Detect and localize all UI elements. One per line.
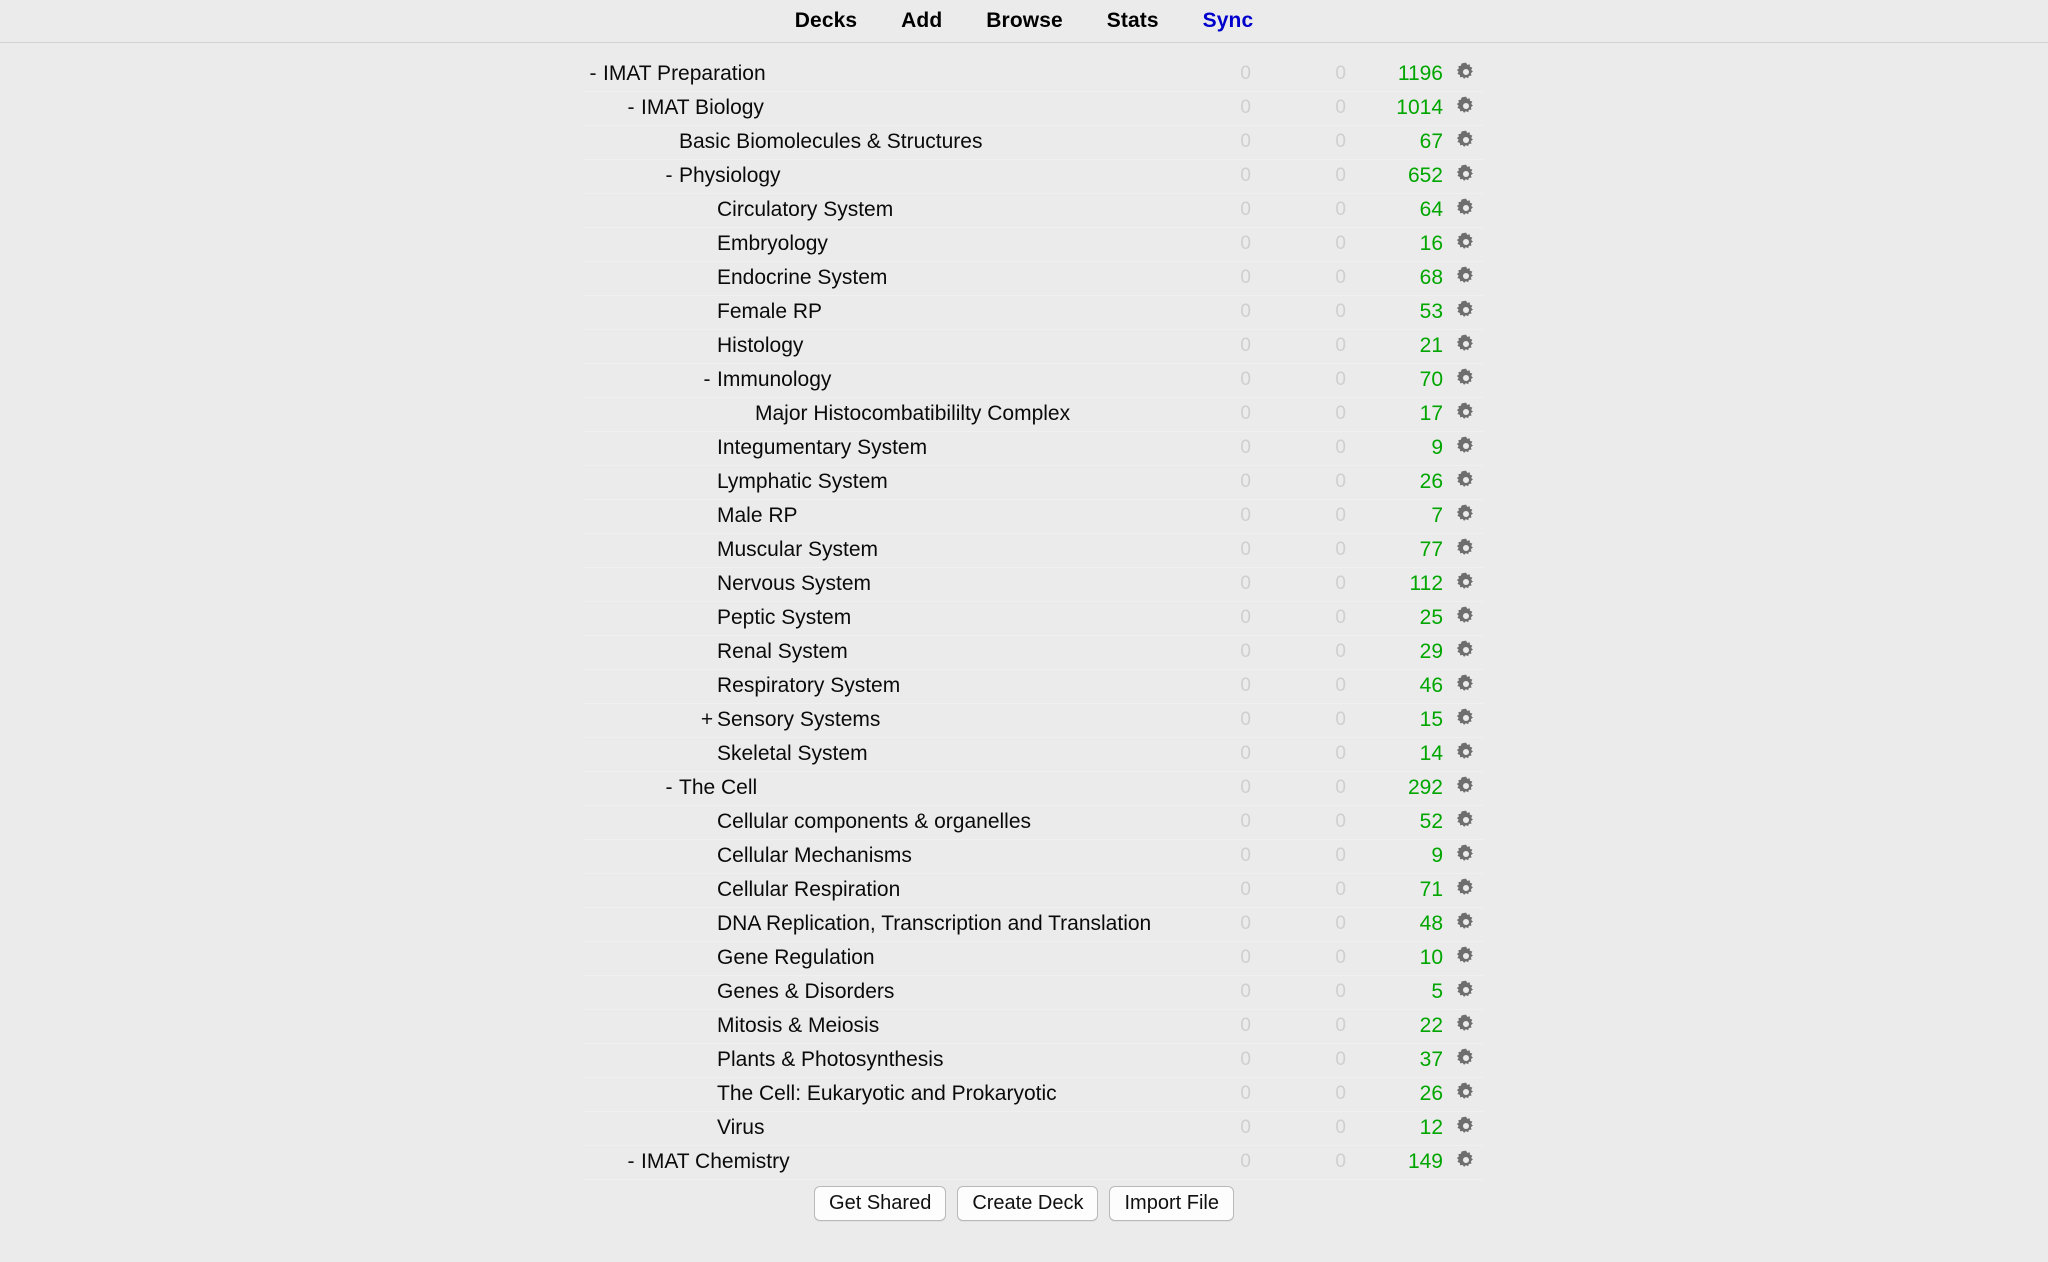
deck-new-count: 0 — [1160, 1111, 1255, 1145]
deck-card-count: 149 — [1350, 1145, 1449, 1179]
deck-due-count: 0 — [1255, 703, 1350, 737]
deck-due-count: 0 — [1255, 465, 1350, 499]
deck-name-cell[interactable] — [583, 873, 1160, 907]
gear-icon[interactable] — [1454, 1080, 1478, 1104]
deck-new-count: 0 — [1160, 839, 1255, 873]
gear-icon[interactable] — [1454, 774, 1478, 798]
deck-name-cell[interactable] — [583, 1111, 1160, 1145]
deck-name-cell[interactable] — [583, 907, 1160, 941]
deck-card-count: 26 — [1350, 465, 1449, 499]
nav-item-sync[interactable]: Sync — [1202, 9, 1254, 32]
deck-name-label[interactable]: Skeletal System — [717, 742, 868, 765]
deck-name-cell[interactable] — [583, 193, 1160, 227]
deck-due-count: 0 — [1255, 737, 1350, 771]
deck-card-count: 77 — [1350, 533, 1449, 567]
deck-due-count: 0 — [1255, 567, 1350, 601]
deck-name-label[interactable]: Male RP — [717, 504, 798, 527]
deck-name-label[interactable]: Peptic System — [717, 606, 852, 629]
deck-card-count: 10 — [1350, 941, 1449, 975]
gear-icon[interactable] — [1454, 128, 1478, 152]
deck-options-cell[interactable] — [1449, 159, 1483, 193]
deck-row[interactable] — [583, 1009, 1483, 1043]
deck-row[interactable] — [583, 329, 1483, 363]
deck-row[interactable] — [583, 261, 1483, 295]
deck-row[interactable] — [583, 499, 1483, 533]
collapse-icon[interactable]: - — [665, 776, 673, 799]
deck-card-count: 52 — [1350, 805, 1449, 839]
deck-row[interactable] — [583, 737, 1483, 771]
deck-name-cell[interactable] — [583, 805, 1160, 839]
deck-name-cell[interactable] — [583, 975, 1160, 1009]
deck-options-cell[interactable] — [1449, 771, 1483, 805]
deck-due-count: 0 — [1255, 329, 1350, 363]
gear-icon[interactable] — [1454, 434, 1478, 458]
gear-icon[interactable] — [1454, 196, 1478, 220]
deck-card-count: 12 — [1350, 1111, 1449, 1145]
gear-icon[interactable] — [1454, 264, 1478, 288]
gear-icon[interactable] — [1454, 536, 1478, 560]
deck-name-label[interactable]: Cellular Mechanisms — [717, 844, 912, 867]
deck-due-count: 0 — [1255, 975, 1350, 1009]
deck-card-count: 70 — [1350, 363, 1449, 397]
deck-options-cell[interactable] — [1449, 703, 1483, 737]
deck-due-count: 0 — [1255, 431, 1350, 465]
deck-options-cell[interactable] — [1449, 363, 1483, 397]
deck-list-area — [0, 43, 2048, 1225]
deck-options-cell[interactable] — [1449, 227, 1483, 261]
deck-name-label[interactable]: Sensory Systems — [717, 708, 881, 731]
deck-card-count: 26 — [1350, 1077, 1449, 1111]
deck-card-count: 37 — [1350, 1043, 1449, 1077]
gear-icon[interactable] — [1454, 808, 1478, 832]
deck-options-cell[interactable] — [1449, 431, 1483, 465]
deck-name-cell[interactable] — [583, 431, 1160, 465]
deck-new-count: 0 — [1160, 227, 1255, 261]
deck-options-cell[interactable] — [1449, 499, 1483, 533]
deck-name-cell[interactable] — [583, 261, 1160, 295]
nav-item-browse[interactable]: Browse — [986, 9, 1063, 32]
gear-icon[interactable] — [1454, 978, 1478, 1002]
deck-new-count: 0 — [1160, 771, 1255, 805]
top-navigation-bar — [0, 0, 2048, 43]
gear-icon[interactable] — [1454, 672, 1478, 696]
deck-new-count: 0 — [1160, 363, 1255, 397]
deck-new-count: 0 — [1160, 295, 1255, 329]
deck-name-label[interactable]: IMAT Chemistry — [641, 1150, 790, 1173]
deck-new-count: 0 — [1160, 431, 1255, 465]
deck-due-count: 0 — [1255, 397, 1350, 431]
deck-row[interactable] — [583, 975, 1483, 1009]
nav-item-decks[interactable]: Decks — [794, 9, 858, 32]
deck-due-count: 0 — [1255, 159, 1350, 193]
deck-table — [583, 57, 1483, 1213]
deck-name-cell[interactable] — [583, 57, 1160, 91]
deck-due-count: 0 — [1255, 193, 1350, 227]
deck-due-count: 0 — [1255, 1111, 1350, 1145]
deck-options-cell[interactable] — [1449, 57, 1483, 91]
deck-name-cell[interactable] — [583, 1145, 1160, 1179]
gear-icon[interactable] — [1454, 400, 1478, 424]
deck-options-cell[interactable] — [1449, 567, 1483, 601]
deck-options-cell[interactable] — [1449, 397, 1483, 431]
deck-options-cell[interactable] — [1449, 975, 1483, 1009]
deck-name-cell[interactable] — [583, 601, 1160, 635]
gear-icon[interactable] — [1454, 570, 1478, 594]
deck-new-count: 0 — [1160, 329, 1255, 363]
deck-card-count: 25 — [1350, 601, 1449, 635]
deck-card-count: 14 — [1350, 737, 1449, 771]
deck-row[interactable] — [583, 91, 1483, 125]
deck-row[interactable] — [583, 533, 1483, 567]
deck-name-label[interactable]: Mitosis & Meiosis — [717, 1014, 880, 1037]
deck-new-count: 0 — [1160, 1145, 1255, 1179]
deck-card-count: 22 — [1350, 1009, 1449, 1043]
deck-due-count: 0 — [1255, 1145, 1350, 1179]
deck-options-cell[interactable] — [1449, 193, 1483, 227]
gear-icon[interactable] — [1454, 1046, 1478, 1070]
deck-options-cell[interactable] — [1449, 669, 1483, 703]
deck-due-count: 0 — [1255, 669, 1350, 703]
deck-name-label[interactable]: Renal System — [717, 640, 848, 663]
gear-icon[interactable] — [1454, 1148, 1478, 1172]
bottom-button-bar — [0, 1181, 2048, 1225]
deck-options-cell[interactable] — [1449, 465, 1483, 499]
deck-name-label[interactable]: Basic Biomolecules & Structures — [679, 130, 983, 153]
deck-new-count: 0 — [1160, 193, 1255, 227]
deck-name-label[interactable]: The Cell — [679, 776, 758, 799]
deck-new-count: 0 — [1160, 533, 1255, 567]
deck-due-count: 0 — [1255, 1043, 1350, 1077]
deck-name-cell[interactable] — [583, 397, 1160, 431]
deck-name-cell[interactable] — [583, 669, 1160, 703]
deck-name-label[interactable]: Immunology — [717, 368, 832, 391]
deck-options-cell[interactable] — [1449, 635, 1483, 669]
gear-icon[interactable] — [1454, 162, 1478, 186]
deck-name-cell[interactable] — [583, 329, 1160, 363]
deck-name-label[interactable]: Histology — [717, 334, 804, 357]
deck-row[interactable] — [583, 397, 1483, 431]
deck-due-count: 0 — [1255, 363, 1350, 397]
deck-name-label[interactable]: The Cell: Eukaryotic and Prokaryotic — [717, 1082, 1057, 1105]
deck-card-count: 7 — [1350, 499, 1449, 533]
deck-due-count: 0 — [1255, 295, 1350, 329]
deck-name-label[interactable]: Embryology — [717, 232, 828, 255]
deck-due-count: 0 — [1255, 499, 1350, 533]
deck-options-cell[interactable] — [1449, 1043, 1483, 1077]
deck-new-count: 0 — [1240, 62, 1251, 84]
deck-due-count: 0 — [1255, 227, 1350, 261]
deck-card-count: 17 — [1350, 397, 1449, 431]
deck-card-count: 53 — [1350, 295, 1449, 329]
collapse-icon[interactable]: - — [589, 61, 597, 85]
deck-new-count: 0 — [1160, 261, 1255, 295]
gear-icon[interactable] — [1454, 842, 1478, 866]
gear-icon[interactable] — [1454, 910, 1478, 934]
deck-name-label[interactable]: Integumentary System — [717, 436, 928, 459]
deck-name-cell[interactable] — [583, 533, 1160, 567]
deck-name-cell[interactable] — [583, 499, 1160, 533]
deck-row[interactable] — [583, 363, 1483, 397]
deck-new-count: 0 — [1160, 703, 1255, 737]
deck-name-label[interactable]: Nervous System — [717, 572, 872, 595]
deck-card-count: 292 — [1350, 771, 1449, 805]
deck-row[interactable] — [583, 703, 1483, 737]
deck-name-cell[interactable] — [583, 159, 1160, 193]
deck-due-count: 0 — [1255, 839, 1350, 873]
gear-icon[interactable] — [1454, 638, 1478, 662]
deck-card-count: 112 — [1350, 567, 1449, 601]
deck-due-count: 0 — [1255, 261, 1350, 295]
collapse-icon[interactable]: - — [627, 1150, 635, 1173]
nav-item-stats[interactable]: Stats — [1106, 9, 1159, 32]
deck-row[interactable] — [583, 941, 1483, 975]
gear-icon[interactable] — [1454, 604, 1478, 628]
collapse-icon[interactable]: - — [627, 96, 635, 119]
deck-options-cell[interactable] — [1449, 261, 1483, 295]
deck-due-count: 0 — [1255, 533, 1350, 567]
gear-icon[interactable] — [1454, 1114, 1478, 1138]
deck-card-count: 652 — [1350, 159, 1449, 193]
deck-due-count: 0 — [1335, 62, 1346, 84]
deck-name-label[interactable]: Lymphatic System — [717, 470, 888, 493]
deck-name-cell[interactable] — [583, 363, 1160, 397]
deck-new-count: 0 — [1160, 635, 1255, 669]
deck-name-cell[interactable] — [583, 941, 1160, 975]
deck-row[interactable] — [583, 159, 1483, 193]
deck-new-count: 0 — [1160, 91, 1255, 125]
deck-row[interactable] — [583, 635, 1483, 669]
deck-due-count: 0 — [1255, 907, 1350, 941]
gear-icon[interactable] — [1454, 94, 1478, 118]
deck-name-label[interactable]: Virus — [717, 1116, 765, 1139]
deck-row[interactable] — [583, 57, 1483, 91]
deck-new-count: 0 — [1160, 873, 1255, 907]
deck-new-count: 0 — [1160, 1077, 1255, 1111]
deck-name-label[interactable]: IMAT Biology — [641, 96, 764, 119]
deck-options-cell[interactable] — [1449, 91, 1483, 125]
deck-options-cell[interactable] — [1449, 533, 1483, 567]
deck-options-cell[interactable] — [1449, 737, 1483, 771]
deck-options-cell[interactable] — [1449, 907, 1483, 941]
expand-icon[interactable]: + — [700, 708, 714, 731]
deck-due-count: 0 — [1255, 635, 1350, 669]
deck-options-cell[interactable] — [1449, 1077, 1483, 1111]
deck-card-count: 15 — [1350, 703, 1449, 737]
deck-card-count: 29 — [1350, 635, 1449, 669]
deck-name-cell[interactable] — [583, 125, 1160, 159]
deck-row[interactable] — [583, 567, 1483, 601]
deck-row[interactable] — [583, 1111, 1483, 1145]
deck-new-count: 0 — [1160, 737, 1255, 771]
deck-row[interactable] — [583, 193, 1483, 227]
collapse-icon[interactable]: - — [665, 164, 673, 187]
gear-icon[interactable] — [1454, 366, 1478, 390]
deck-card-count: 68 — [1350, 261, 1449, 295]
deck-due-count: 0 — [1255, 125, 1350, 159]
deck-name-label[interactable]: Circulatory System — [717, 198, 894, 221]
deck-due-count: 0 — [1255, 1009, 1350, 1043]
deck-card-count: 9 — [1350, 431, 1449, 465]
deck-row[interactable] — [583, 125, 1483, 159]
deck-card-count: 64 — [1350, 193, 1449, 227]
deck-name-label[interactable]: DNA Replication, Transcription and Translation — [717, 912, 1152, 935]
deck-name-label[interactable]: Cellular Respiration — [717, 878, 901, 901]
deck-options-cell[interactable] — [1449, 873, 1483, 907]
deck-name-cell[interactable] — [583, 635, 1160, 669]
deck-options-cell[interactable] — [1449, 1145, 1483, 1179]
deck-name-label[interactable]: Respiratory System — [717, 674, 901, 697]
deck-card-count: 46 — [1350, 669, 1449, 703]
deck-row[interactable] — [583, 1077, 1483, 1111]
deck-row[interactable] — [583, 431, 1483, 465]
gear-icon[interactable] — [1454, 230, 1478, 254]
deck-card-count: 16 — [1350, 227, 1449, 261]
deck-new-count: 0 — [1160, 567, 1255, 601]
deck-name-cell[interactable] — [583, 839, 1160, 873]
deck-card-count: 48 — [1350, 907, 1449, 941]
deck-new-count: 0 — [1160, 975, 1255, 1009]
deck-row[interactable] — [583, 839, 1483, 873]
deck-name-label[interactable]: Gene Regulation — [717, 946, 875, 969]
deck-due-count: 0 — [1255, 805, 1350, 839]
gear-icon[interactable] — [1454, 468, 1478, 492]
deck-name-cell[interactable] — [583, 227, 1160, 261]
deck-new-count: 0 — [1160, 1043, 1255, 1077]
deck-new-count: 0 — [1160, 465, 1255, 499]
deck-row[interactable] — [583, 873, 1483, 907]
deck-options-cell[interactable] — [1449, 329, 1483, 363]
deck-name-label[interactable]: Physiology — [679, 164, 781, 187]
deck-name-cell[interactable] — [583, 91, 1160, 125]
gear-icon[interactable] — [1454, 1012, 1478, 1036]
deck-new-count: 0 — [1160, 159, 1255, 193]
import-file-button[interactable]: Import File — [1109, 1186, 1233, 1221]
gear-icon[interactable] — [1454, 332, 1478, 356]
deck-name-cell[interactable] — [583, 703, 1160, 737]
deck-row[interactable] — [583, 907, 1483, 941]
deck-new-count: 0 — [1160, 907, 1255, 941]
deck-new-count: 0 — [1160, 941, 1255, 975]
deck-row[interactable] — [583, 227, 1483, 261]
deck-card-count: 5 — [1350, 975, 1449, 1009]
deck-card-count: 9 — [1350, 839, 1449, 873]
gear-icon[interactable] — [1454, 740, 1478, 764]
deck-name-cell[interactable] — [583, 567, 1160, 601]
deck-due-count: 0 — [1255, 771, 1350, 805]
deck-options-cell[interactable] — [1449, 295, 1483, 329]
deck-options-cell[interactable] — [1449, 601, 1483, 635]
deck-row[interactable] — [583, 771, 1483, 805]
deck-due-count: 0 — [1255, 873, 1350, 907]
deck-due-count: 0 — [1255, 601, 1350, 635]
gear-icon[interactable] — [1454, 944, 1478, 968]
deck-name-label[interactable]: Female RP — [717, 300, 823, 323]
deck-name-cell[interactable] — [583, 1077, 1160, 1111]
deck-new-count: 0 — [1160, 499, 1255, 533]
deck-due-count: 0 — [1255, 1077, 1350, 1111]
gear-icon[interactable] — [1454, 502, 1478, 526]
gear-icon[interactable] — [1454, 60, 1478, 84]
gear-icon[interactable] — [1454, 706, 1478, 730]
deck-name-label[interactable]: Muscular System — [717, 538, 879, 561]
deck-options-cell[interactable] — [1449, 839, 1483, 873]
deck-new-count: 0 — [1160, 601, 1255, 635]
deck-card-count: 67 — [1350, 125, 1449, 159]
deck-options-cell[interactable] — [1449, 941, 1483, 975]
get-shared-button[interactable]: Get Shared — [814, 1186, 946, 1221]
deck-card-count: 71 — [1350, 873, 1449, 907]
deck-name-label[interactable]: IMAT Preparation — [603, 61, 766, 85]
deck-new-count: 0 — [1160, 125, 1255, 159]
deck-options-cell[interactable] — [1449, 1009, 1483, 1043]
deck-new-count: 0 — [1160, 805, 1255, 839]
deck-options-cell[interactable] — [1449, 805, 1483, 839]
gear-icon[interactable] — [1454, 876, 1478, 900]
deck-row[interactable] — [583, 1145, 1483, 1179]
deck-options-cell[interactable] — [1449, 1111, 1483, 1145]
deck-row[interactable] — [583, 669, 1483, 703]
deck-card-count: 21 — [1350, 329, 1449, 363]
deck-name-label[interactable]: Endocrine System — [717, 266, 888, 289]
deck-row[interactable] — [583, 1043, 1483, 1077]
deck-name-cell[interactable] — [583, 1043, 1160, 1077]
deck-due-count: 0 — [1255, 91, 1350, 125]
deck-name-label[interactable]: Plants & Photosynthesis — [717, 1048, 944, 1071]
deck-new-count: 0 — [1160, 669, 1255, 703]
deck-options-cell[interactable] — [1449, 125, 1483, 159]
deck-row[interactable] — [583, 295, 1483, 329]
deck-due-count: 0 — [1255, 941, 1350, 975]
deck-card-count: 1014 — [1350, 91, 1449, 125]
deck-name-cell[interactable] — [583, 771, 1160, 805]
create-deck-button[interactable]: Create Deck — [957, 1186, 1098, 1221]
deck-name-cell[interactable] — [583, 295, 1160, 329]
deck-new-count: 0 — [1160, 1009, 1255, 1043]
deck-row[interactable] — [583, 805, 1483, 839]
nav-item-add[interactable]: Add — [901, 9, 943, 32]
deck-new-count: 0 — [1160, 397, 1255, 431]
deck-card-count: 1196 — [1397, 61, 1443, 85]
collapse-icon[interactable]: - — [703, 368, 711, 391]
deck-row[interactable] — [583, 601, 1483, 635]
deck-name-label[interactable]: Genes & Disorders — [717, 980, 895, 1003]
deck-name-cell[interactable] — [583, 465, 1160, 499]
deck-name-label[interactable]: Major Histocombatibililty Complex — [755, 402, 1071, 425]
deck-row[interactable] — [583, 465, 1483, 499]
deck-name-cell[interactable] — [583, 1009, 1160, 1043]
gear-icon[interactable] — [1454, 298, 1478, 322]
deck-name-label[interactable]: Cellular components & organelles — [717, 810, 1032, 833]
deck-name-cell[interactable] — [583, 737, 1160, 771]
